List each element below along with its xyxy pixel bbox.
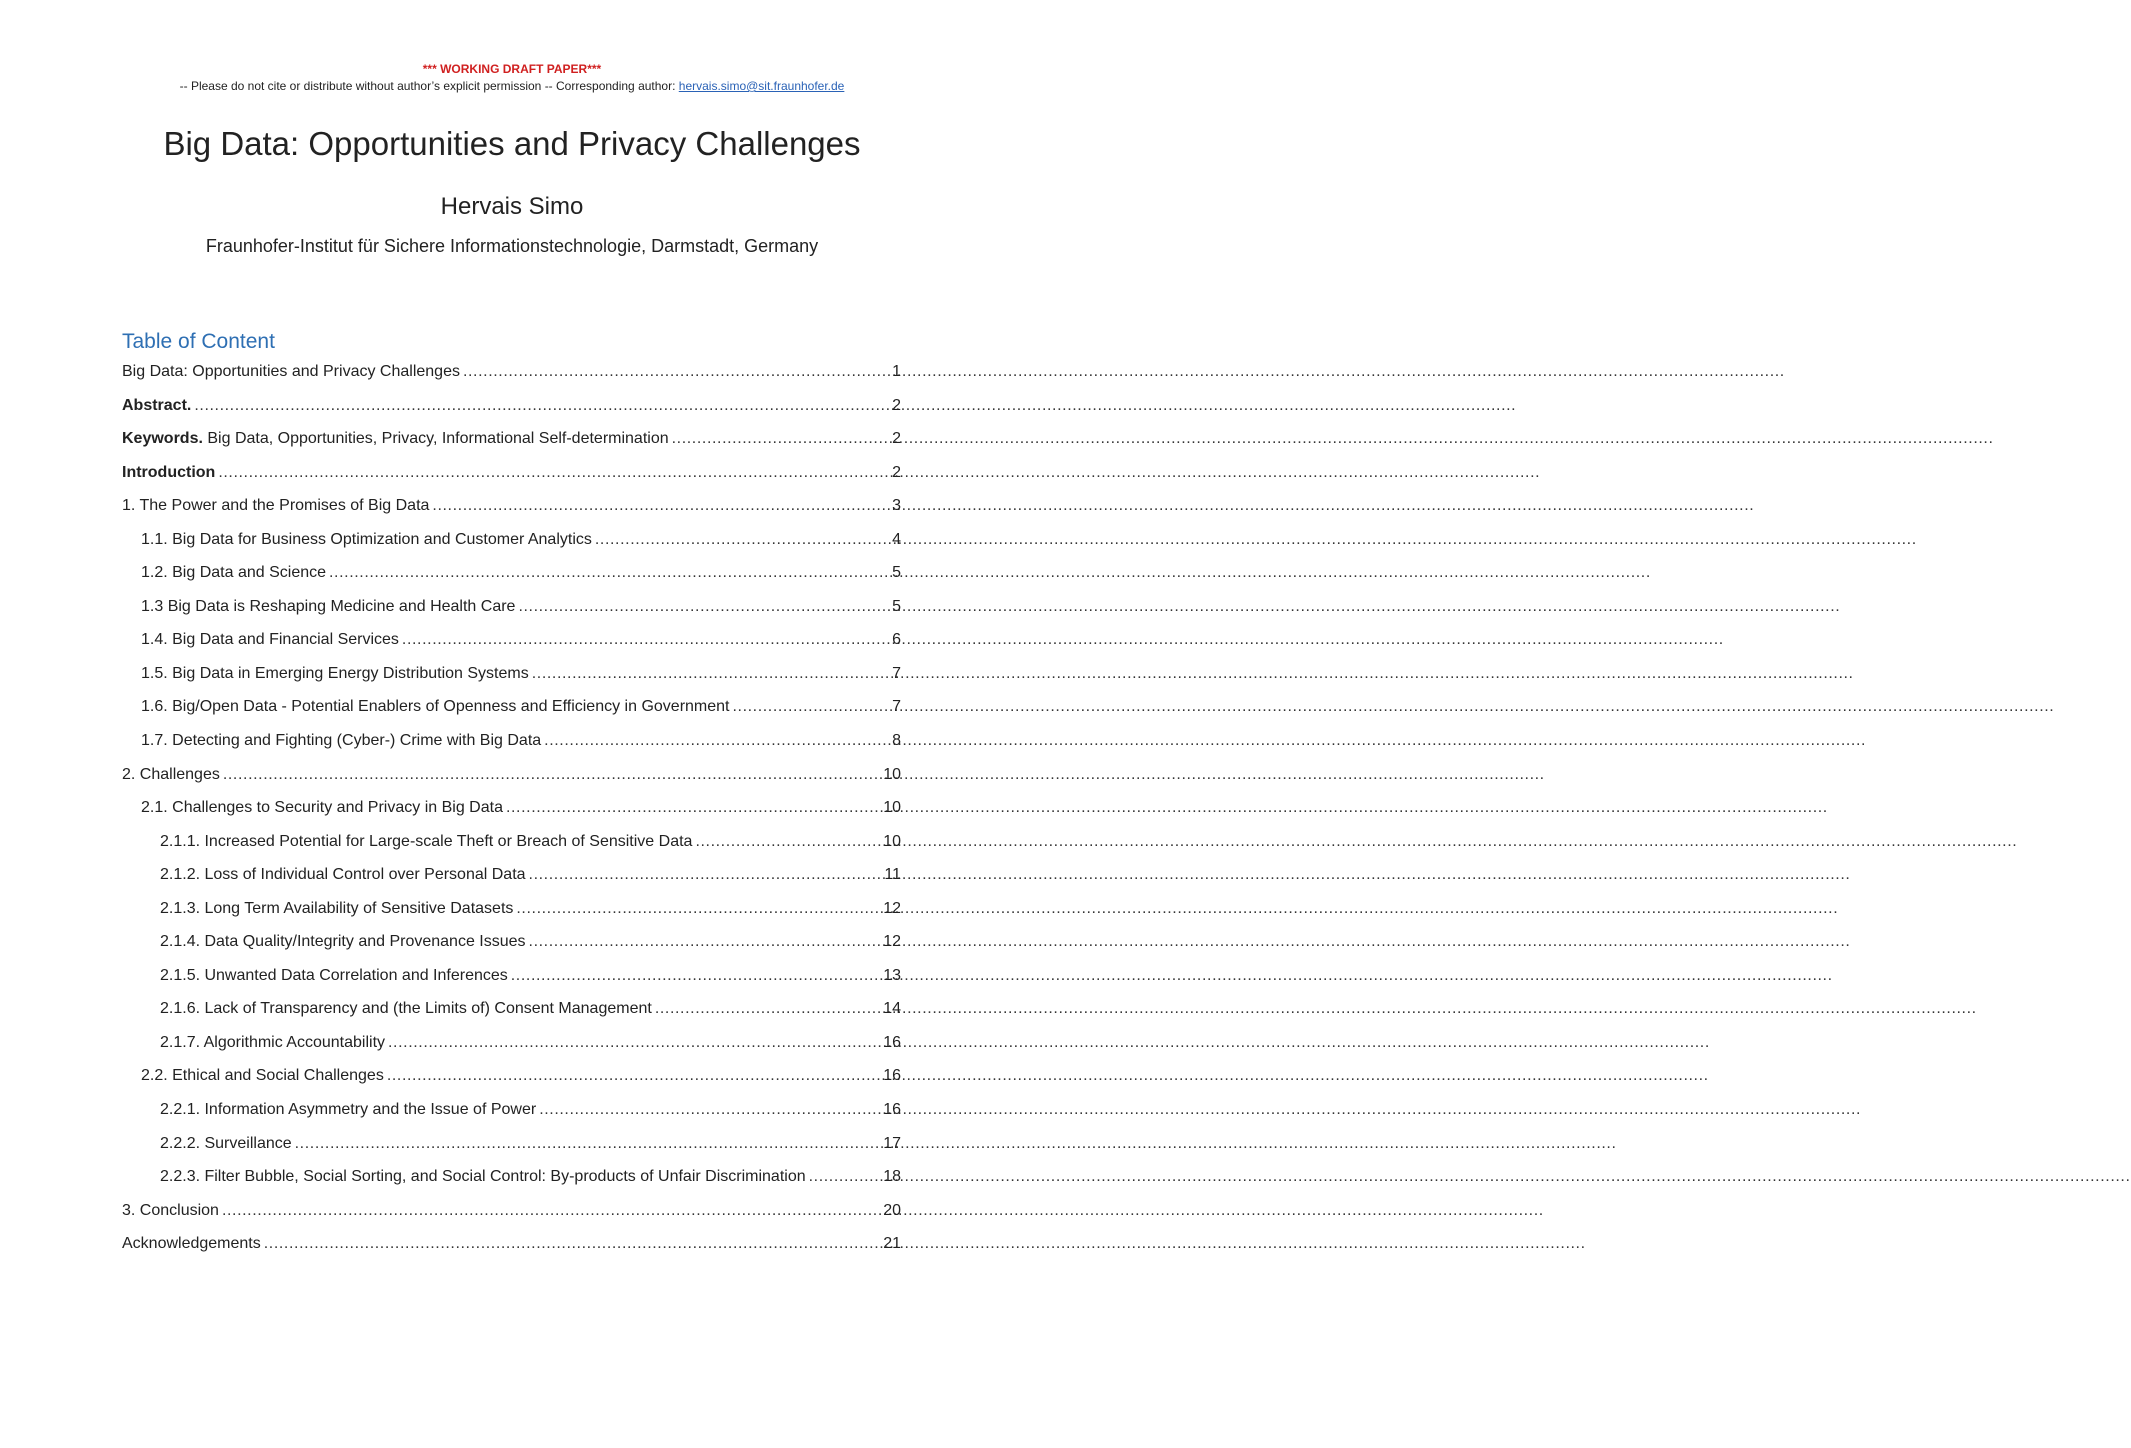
toc-entry-label: 2.1.3. Long Term Availability of Sensitive Datasets [160,899,514,917]
toc-entry[interactable] [122,393,901,427]
toc-page-number: 20 [883,1201,901,1219]
toc-page-number: 3 [892,497,901,515]
toc-page-number: 16 [883,1067,901,1085]
draft-header [0,61,1024,95]
paper-title: Big Data: Opportunities and Privacy Challenges [163,125,861,162]
toc-entry[interactable] [122,359,901,393]
toc-dot-leader [532,661,889,687]
toc-page-number: 4 [892,530,901,548]
toc-entry-label: Introduction [122,463,216,481]
toc-page-number: 17 [883,1134,901,1152]
toc-entry[interactable] [122,1164,901,1198]
toc-dot-leader [388,1030,880,1056]
toc-entry[interactable] [122,460,901,494]
toc-entry-label: Keywords. Big Data, Opportunities, Privacy, Informational Self-determination [122,430,669,448]
toc-dot-leader [809,1164,881,1190]
toc-page-number: 5 [892,564,901,582]
toc-entry-label: 1.3 Big Data is Reshaping Medicine and Health Care [141,597,516,615]
toc-dot-leader [695,829,880,855]
toc-entry-label: 2.1. Challenges to Security and Privacy in Big Data [141,799,503,817]
toc-dot-leader [194,393,889,419]
toc-dot-leader [529,929,881,955]
toc-entry-label: 3. Conclusion [122,1201,219,1219]
toc-entry-label: Big Data: Opportunities and Privacy Challenges [122,363,460,380]
toc-dot-leader [402,627,889,653]
table-of-contents [122,359,901,1265]
toc-page-number: 8 [892,732,901,750]
toc-entry-label: 2.2. Ethical and Social Challenges [141,1067,384,1085]
toc-entry-label: Abstract. [122,396,192,414]
toc-page-number: 1 [892,363,901,380]
toc-dot-leader [222,1198,880,1224]
toc-entry[interactable] [122,1063,901,1097]
toc-entry[interactable] [122,1097,901,1131]
toc-dot-leader [518,594,889,620]
toc-page-number: 16 [883,1101,901,1119]
toc-page-number: 7 [892,698,901,716]
toc-entry-label: 2.1.7. Algorithmic Accountability [160,1033,386,1051]
toc-entry[interactable] [122,527,901,561]
toc-entry-label: 1.5. Big Data in Emerging Energy Distribution Systems [141,664,529,682]
toc-dot-leader [595,527,889,553]
toc-entry[interactable] [122,594,901,628]
toc-heading: Table of Content [122,330,275,353]
toc-page-number: 21 [883,1235,901,1253]
toc-page-number: 6 [892,631,901,649]
toc-entry[interactable] [122,1231,901,1265]
toc-dot-leader [264,1231,880,1257]
toc-dot-leader [387,1063,880,1089]
toc-dot-leader [506,795,880,821]
toc-dot-leader [539,1097,880,1123]
toc-page-number: 10 [883,799,901,817]
toc-entry-label: 2.1.5. Unwanted Data Correlation and Inferences [160,966,508,984]
toc-entry[interactable] [122,728,901,762]
toc-entry-label: 1.2. Big Data and Science [141,564,327,582]
toc-entry-label: 1.7. Detecting and Fighting (Cyber-) Crime with Big Data [141,732,542,750]
toc-entry[interactable] [122,1030,901,1064]
toc-page-number: 2 [892,463,901,481]
toc-entry[interactable] [122,426,901,460]
toc-page-number: 12 [883,899,901,917]
toc-entry[interactable] [122,661,901,695]
toc-entry-label: 2.1.2. Loss of Individual Control over Personal Data [160,866,526,884]
toc-dot-leader [516,896,880,922]
distribution-notice [0,78,1024,95]
toc-entry[interactable] [122,762,901,796]
toc-dot-leader [672,426,889,452]
toc-entry-label: 1.1. Big Data for Business Optimization and Customer Analytics [141,530,592,548]
toc-page-number: 12 [883,933,901,951]
toc-entry[interactable] [122,963,901,997]
toc-entry-label: 2.2.1. Information Asymmetry and the Issue of Power [160,1101,537,1119]
toc-entry[interactable] [122,929,901,963]
toc-entry[interactable] [122,829,901,863]
toc-dot-leader [295,1131,881,1157]
toc-entry-label: 2.1.6. Lack of Transparency and (the Limits of) Consent Management [160,1000,652,1018]
draft-label: *** WORKING DRAFT PAPER*** [422,62,602,76]
toc-dot-leader [223,762,880,788]
toc-page-number: 14 [883,1000,901,1018]
toc-page-number: 7 [892,664,901,682]
toc-entry-label: 2.1.4. Data Quality/Integrity and Provenance Issues [160,933,526,951]
toc-page-number: 2 [892,396,901,414]
toc-entry[interactable] [122,862,901,896]
toc-entry[interactable] [122,1198,901,1232]
toc-dot-leader [544,728,889,754]
toc-entry[interactable] [122,493,901,527]
toc-entry[interactable] [122,896,901,930]
toc-page-number: 2 [892,430,901,448]
toc-dot-leader [463,359,889,385]
toc-entry-label: 2. Challenges [122,765,220,783]
toc-entry-label: 2.2.2. Surveillance [160,1134,292,1152]
toc-dot-leader [218,460,889,486]
toc-entry-label: 1.4. Big Data and Financial Services [141,631,399,649]
toc-entry[interactable] [122,1131,901,1165]
author-name: Hervais Simo [440,193,584,220]
toc-page-number: 10 [883,765,901,783]
author-affiliation: Fraunhofer-Institut für Sichere Informationstechnologie, Darmstadt, Germany [205,236,819,256]
toc-entry-label: 1.6. Big/Open Data - Potential Enablers of Openness and Efficiency in Government [141,698,730,716]
toc-page-number: 18 [883,1168,901,1186]
notice-text: -- Please do not cite or distribute without author’s explicit permission -- Corresponding author: [179,79,679,93]
toc-dot-leader [329,560,889,586]
toc-entry[interactable] [122,560,901,594]
toc-dot-leader [511,963,880,989]
toc-page-number: 11 [884,866,901,884]
toc-entry[interactable] [122,694,901,728]
toc-dot-leader [655,996,880,1022]
toc-entry[interactable] [122,627,901,661]
toc-entry[interactable] [122,795,901,829]
toc-entry-label: 1. The Power and the Promises of Big Data [122,497,430,515]
toc-dot-leader [529,862,882,888]
toc-entry-label: 2.1.1. Increased Potential for Large-scale Theft or Breach of Sensitive Data [160,832,693,850]
toc-entry-label: Acknowledgements [122,1235,261,1253]
toc-page-number: 13 [883,966,901,984]
toc-dot-leader [432,493,889,519]
toc-entry-label: 2.2.3. Filter Bubble, Social Sorting, and Social Control: By-products of Unfair Discrimination [160,1168,806,1186]
toc-page-number: 5 [892,597,901,615]
toc-page-number: 16 [883,1033,901,1051]
author-email-link[interactable]: hervais.simo@sit.fraunhofer.de [678,79,845,93]
toc-dot-leader [732,694,889,720]
toc-page-number: 10 [883,832,901,850]
toc-entry[interactable] [122,996,901,1030]
